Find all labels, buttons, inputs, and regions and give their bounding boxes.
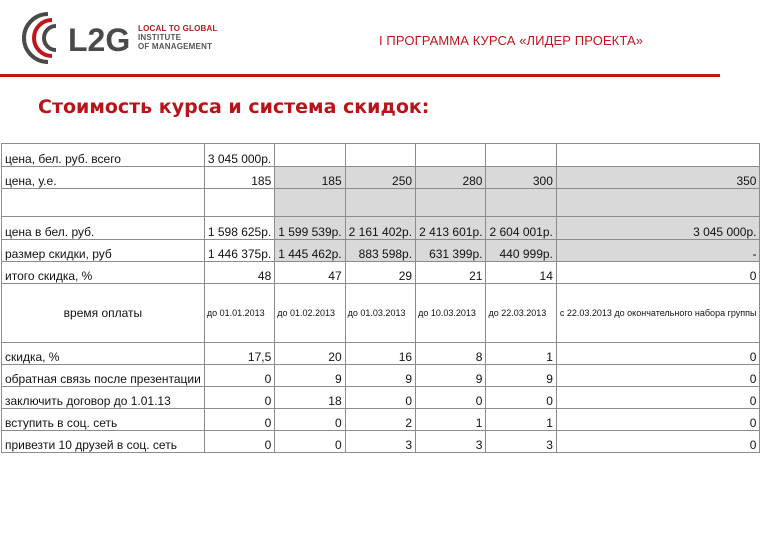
table-cell	[416, 144, 486, 167]
table-cell: 9	[345, 365, 415, 387]
table-cell: 29	[345, 262, 415, 284]
table-cell: 185	[275, 167, 345, 189]
row-label	[2, 189, 205, 217]
table-cell	[204, 189, 274, 217]
logo-brand: L2G	[68, 22, 131, 58]
table-cell: 0	[556, 409, 760, 431]
table-cell	[486, 189, 556, 217]
header-divider	[0, 74, 720, 77]
l2g-logo[interactable]	[18, 8, 228, 68]
table-cell: -	[556, 240, 760, 262]
table-cell: 2	[345, 409, 415, 431]
table-cell: 3	[486, 431, 556, 453]
table-cell: 0	[204, 431, 274, 453]
table-cell: 883 598р.	[345, 240, 415, 262]
table-cell: 0	[556, 431, 760, 453]
table-cell: 0	[556, 365, 760, 387]
table-row	[2, 262, 760, 284]
table-cell: 18	[275, 387, 345, 409]
table-cell: до 22.03.2013	[486, 284, 556, 343]
table-cell: 0	[345, 387, 415, 409]
table-cell: 350	[556, 167, 760, 189]
table-cell: 47	[275, 262, 345, 284]
header	[0, 0, 720, 80]
table-row	[2, 409, 760, 431]
table-cell: до 01.02.2013	[275, 284, 345, 343]
table-cell: 9	[275, 365, 345, 387]
table-row	[2, 167, 760, 189]
table-row	[2, 387, 760, 409]
table-cell	[275, 189, 345, 217]
table-cell	[345, 144, 415, 167]
table-row	[2, 343, 760, 365]
table-cell: 1 599 539р.	[275, 217, 345, 240]
pricing-table	[1, 143, 760, 453]
table-cell: 9	[486, 365, 556, 387]
table-cell: 8	[416, 343, 486, 365]
table-cell: 9	[416, 365, 486, 387]
table-row	[2, 431, 760, 453]
table-cell: 20	[275, 343, 345, 365]
table-cell: 2 161 402р.	[345, 217, 415, 240]
table-cell: 440 999р.	[486, 240, 556, 262]
table-cell	[486, 144, 556, 167]
table-cell: 185	[204, 167, 274, 189]
table-cell: 14	[486, 262, 556, 284]
row-label: итого скидка, %	[2, 262, 205, 284]
table-cell: 0	[275, 409, 345, 431]
row-label: размер скидки, руб	[2, 240, 205, 262]
table-cell: 0	[556, 387, 760, 409]
logo-line-1: LOCAL TO GLOBAL	[138, 24, 218, 33]
table-cell	[345, 189, 415, 217]
page-title: Стоимость курса и система скидок:	[38, 96, 430, 118]
table-row	[2, 144, 760, 167]
table-cell: до 01.03.2013	[345, 284, 415, 343]
table-cell: до 10.03.2013	[416, 284, 486, 343]
table-cell: 48	[204, 262, 274, 284]
row-label: скидка, %	[2, 343, 205, 365]
logo-line-2: INSTITUTE	[138, 33, 182, 42]
table-cell	[556, 144, 760, 167]
table-cell: 300	[486, 167, 556, 189]
row-label: цена, бел. руб. всего	[2, 144, 205, 167]
table-row	[2, 189, 760, 217]
table-cell: 280	[416, 167, 486, 189]
table-cell: 1 446 375р.	[204, 240, 274, 262]
logo-arcs-icon	[18, 8, 70, 68]
logo-line-3: OF MANAGEMENT	[138, 42, 213, 51]
row-label: обратная связь после презентации	[2, 365, 205, 387]
table-cell: 3	[416, 431, 486, 453]
row-label: вступить в соц. сеть	[2, 409, 205, 431]
table-cell: 1 445 462р.	[275, 240, 345, 262]
row-label: цена, у.е.	[2, 167, 205, 189]
table-cell: 3 045 000р.	[204, 144, 274, 167]
row-label: заключить договор до 1.01.13	[2, 387, 205, 409]
table-cell: 21	[416, 262, 486, 284]
table-cell: 0	[204, 409, 274, 431]
table-cell: 0	[204, 387, 274, 409]
table-cell: 0	[416, 387, 486, 409]
table-cell	[556, 189, 760, 217]
table-cell: до 01.01.2013	[204, 284, 274, 343]
row-label: цена в бел. руб.	[2, 217, 205, 240]
table-cell: 3	[345, 431, 415, 453]
table-cell: 0	[204, 365, 274, 387]
table-row	[2, 240, 760, 262]
row-label: время оплаты	[2, 284, 205, 343]
table-cell: 17,5	[204, 343, 274, 365]
table-cell: 1	[486, 343, 556, 365]
table-cell: 2 604 001р.	[486, 217, 556, 240]
table-cell: 1 598 625р.	[204, 217, 274, 240]
table-cell: с 22.03.2013 до окончательного набора группы	[556, 284, 760, 343]
table-row	[2, 217, 760, 240]
logo-tagline	[138, 24, 218, 51]
table-cell: 1	[416, 409, 486, 431]
table-cell: 250	[345, 167, 415, 189]
table-cell: 631 399р.	[416, 240, 486, 262]
table-cell: 0	[486, 387, 556, 409]
table-cell: 3 045 000р.	[556, 217, 760, 240]
table-cell	[275, 144, 345, 167]
table-cell: 0	[556, 262, 760, 284]
table-cell: 0	[275, 431, 345, 453]
table-cell: 1	[486, 409, 556, 431]
table-row	[2, 284, 760, 343]
table-cell: 2 413 601р.	[416, 217, 486, 240]
row-label: привезти 10 друзей в соц. сеть	[2, 431, 205, 453]
program-title: I ПРОГРАММА КУРСА «ЛИДЕР ПРОЕКТА»	[379, 33, 644, 48]
table-row	[2, 365, 760, 387]
table-cell: 0	[556, 343, 760, 365]
table-cell: 16	[345, 343, 415, 365]
table-cell	[416, 189, 486, 217]
